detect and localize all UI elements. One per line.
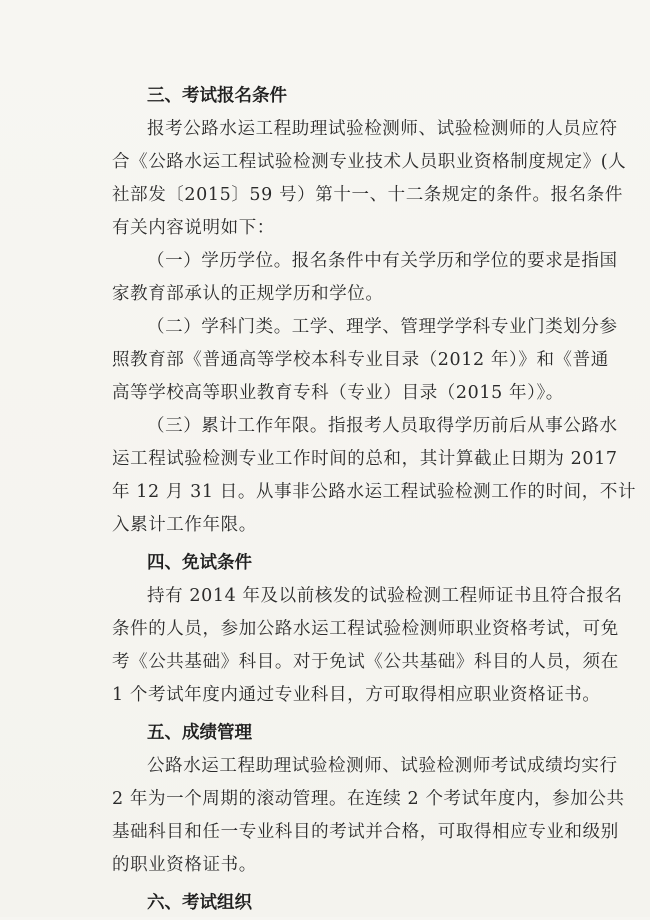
text-line: 有关内容说明如下：: [112, 218, 275, 238]
text-line: 基础科目和任一专业科目的考试并合格，可取得相应专业和级别: [112, 822, 619, 842]
text-line: （三）累计工作年限。指报考人员取得学历前后从事公路水: [147, 416, 618, 436]
section-exam-organization: [112, 887, 562, 920]
section-score-management: [112, 717, 625, 882]
text-line: 公路水运工程助理试验检测师、试验检测师考试成绩均实行: [147, 756, 618, 776]
paragraph: [112, 580, 623, 712]
paragraph: [112, 750, 625, 882]
paragraph: [112, 245, 618, 311]
text-line: 的职业资格证书。: [112, 855, 257, 875]
paragraph: [112, 410, 637, 542]
section-heading: 六、考试组织: [147, 893, 252, 913]
text-line: 合《公路水运工程试验检测专业技术人员职业资格制度规定》(人: [112, 152, 627, 172]
text-line: 社部发〔2015〕59 号）第十一、十二条规定的条件。报名条件: [112, 185, 623, 205]
section-heading: 五、成绩管理: [147, 723, 252, 743]
text-line: 2 年为一个周期的滚动管理。在连续 2 个考试年度内，参加公共: [112, 789, 625, 809]
text-line: 持有 2014 年及以前核发的试验检测工程师证书且符合报名: [147, 586, 623, 606]
section-exam-eligibility: [112, 80, 637, 542]
text-line: 考《公共基础》科目。对于免试《公共基础》科目的人员，须在: [112, 652, 619, 672]
text-line: 1 个考试年度内通过专业科目，方可取得相应职业资格证书。: [112, 685, 601, 705]
paragraph: [112, 311, 618, 410]
text-line: 运工程试验检测专业工作时间的总和，其计算截止日期为 2017: [112, 449, 618, 469]
section-exemption-conditions: [112, 547, 623, 712]
text-line: 年 12 月 31 日。从事非公路水运工程试验检测工作的时间，不计: [112, 482, 637, 502]
text-line: 高等学校高等职业教育专科（专业）目录（2015 年）》。: [112, 383, 564, 403]
section-heading: 四、免试条件: [147, 553, 252, 573]
text-line: 报考公路水运工程助理试验检测师、试验检测师的人员应符: [147, 119, 618, 139]
text-line: （二）学科门类。工学、理学、管理学学科专业门类划分参: [147, 317, 618, 337]
text-line: 照教育部《普通高等学校本科专业目录（2012 年）》和《普通: [112, 350, 609, 370]
text-line: 家教育部承认的正规学历和学位。: [112, 284, 384, 304]
section-heading: 三、考试报名条件: [147, 86, 287, 106]
text-line: 条件的人员，参加公路水运工程试验检测师职业资格考试，可免: [112, 619, 619, 639]
text-line: （一）学历学位。报名条件中有关学历和学位的要求是指国: [147, 251, 618, 271]
text-line: 入累计工作年限。: [112, 515, 257, 535]
paragraph: [112, 113, 627, 245]
